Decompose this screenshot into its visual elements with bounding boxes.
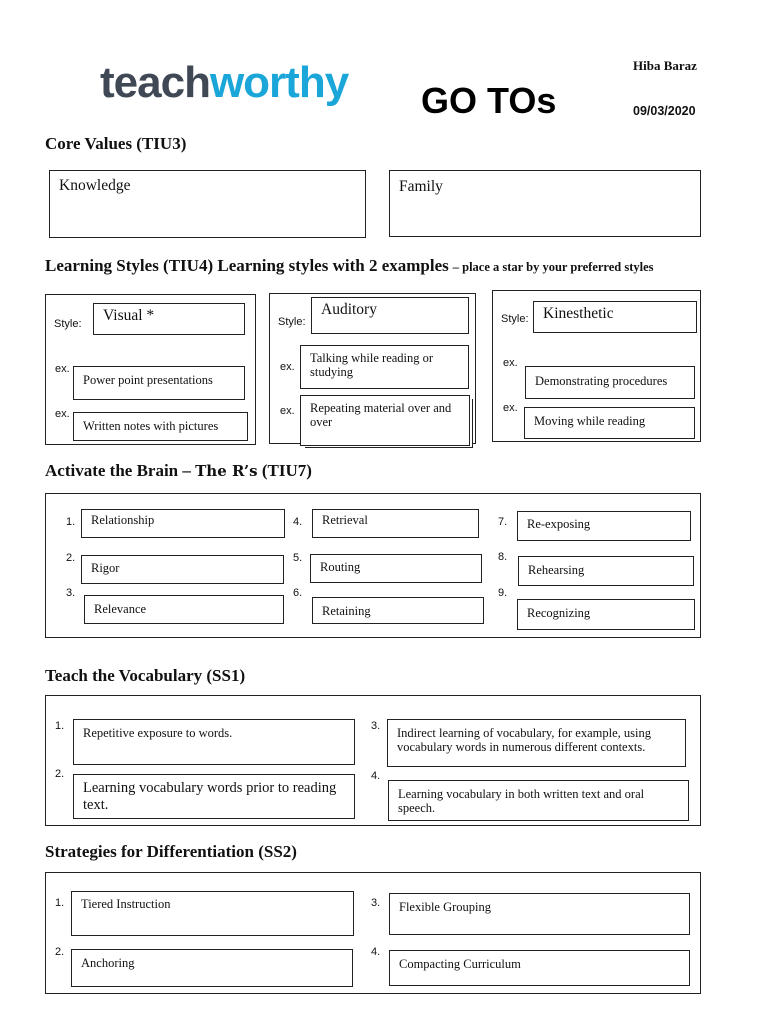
- r-field-5[interactable]: [310, 554, 482, 583]
- style-field-auditory[interactable]: [311, 297, 469, 334]
- logo-text-worthy: worthy: [209, 58, 349, 107]
- learning-styles-title: Learning Styles (TIU4) Learning styles with 2 examples: [45, 256, 449, 275]
- differentiation-heading: Strategies for Differentiation (SS2): [45, 842, 297, 861]
- learning-styles-subtitle: – place a star by your preferred styles: [452, 260, 654, 274]
- vocab-field-3[interactable]: [387, 719, 686, 767]
- item-number: 3.: [371, 720, 381, 732]
- vocabulary-heading: Teach the Vocabulary (SS1): [45, 666, 246, 685]
- item-number: 3.: [66, 587, 76, 599]
- item-number: 1.: [55, 720, 65, 732]
- activate-heading-part: (TIU7): [257, 461, 312, 480]
- item-number: 5.: [293, 552, 303, 564]
- item-number: 7.: [498, 516, 508, 528]
- r-text: Retaining: [322, 604, 371, 618]
- example-field-auditory-2[interactable]: [300, 395, 470, 446]
- example-text: Power point presentations: [83, 373, 213, 387]
- example-text: Demonstrating procedures: [535, 374, 668, 388]
- r-text: Relationship: [91, 513, 155, 527]
- item-number: 4.: [371, 770, 381, 782]
- example-text: Talking while reading or studying: [310, 351, 434, 379]
- r-text: Rehearsing: [528, 563, 585, 577]
- example-text: Written notes with pictures: [83, 419, 219, 433]
- style-value: Visual *: [103, 307, 155, 324]
- strategy-text: Compacting Curriculum: [399, 957, 521, 971]
- example-field-visual-1[interactable]: [73, 366, 245, 400]
- strategy-text: Tiered Instruction: [81, 897, 171, 911]
- style-field-kinesthetic[interactable]: [533, 301, 697, 333]
- vocab-field-1[interactable]: [73, 719, 355, 765]
- item-number: 2.: [55, 768, 65, 780]
- example-text: Repeating material over and over: [310, 401, 452, 429]
- item-number: 1.: [66, 516, 76, 528]
- ex-label: ex.: [280, 361, 295, 373]
- vocab-text: Repetitive exposure to words.: [83, 726, 233, 740]
- r-field-8[interactable]: [518, 556, 694, 586]
- r-text: Re-exposing: [527, 517, 591, 531]
- r-field-4[interactable]: [312, 509, 479, 538]
- r-field-1[interactable]: [81, 509, 285, 538]
- example-field-visual-2[interactable]: [73, 412, 248, 441]
- strategy-text: Anchoring: [81, 956, 135, 970]
- core-value-text: Knowledge: [59, 177, 131, 194]
- page-title: GO TOs: [421, 80, 557, 121]
- example-field-kinesthetic-1[interactable]: [525, 366, 695, 399]
- core-value-box-1[interactable]: [49, 170, 366, 238]
- ex-label: ex.: [55, 408, 70, 420]
- strategy-field-4[interactable]: [389, 950, 690, 986]
- style-value: Auditory: [321, 301, 377, 318]
- core-value-text: Family: [399, 178, 443, 195]
- item-number: 8.: [498, 551, 508, 563]
- example-field-kinesthetic-2[interactable]: [524, 407, 695, 439]
- item-number: 9.: [498, 587, 508, 599]
- item-number: 4.: [371, 946, 381, 958]
- r-field-6[interactable]: [312, 597, 484, 624]
- style-label: Style:: [54, 318, 82, 330]
- teachworthy-logo: [100, 58, 348, 108]
- r-text: Rigor: [91, 561, 120, 575]
- r-text: Routing: [320, 560, 361, 574]
- style-field-visual[interactable]: [93, 303, 245, 335]
- example-field-auditory-1[interactable]: [300, 345, 469, 389]
- example-text: Moving while reading: [534, 414, 646, 428]
- r-field-2[interactable]: [81, 555, 284, 584]
- style-value: Kinesthetic: [543, 305, 614, 322]
- item-number: 2.: [66, 552, 76, 564]
- core-values-heading: Core Values (TIU3): [45, 134, 187, 153]
- ex-label: ex.: [55, 363, 70, 375]
- r-field-3[interactable]: [84, 595, 284, 624]
- item-number: 2.: [55, 946, 65, 958]
- ex-label: ex.: [280, 405, 295, 417]
- strategy-field-2[interactable]: [71, 949, 353, 987]
- vocab-text: Learning vocabulary in both written text and oral speech.: [398, 787, 645, 815]
- r-text: Retrieval: [322, 513, 368, 527]
- item-number: 4.: [293, 516, 303, 528]
- ex-label: ex.: [503, 357, 518, 369]
- vocab-field-4[interactable]: [388, 780, 689, 821]
- style-label: Style:: [501, 313, 529, 325]
- document-date: 09/03/2020: [633, 104, 696, 118]
- item-number: 3.: [371, 897, 381, 909]
- core-value-box-2[interactable]: [389, 170, 701, 237]
- vocab-field-2[interactable]: [73, 774, 355, 819]
- vocab-text: Indirect learning of vocabulary, for example, using vocabulary words in numerous different contexts.: [397, 726, 651, 754]
- r-field-9[interactable]: [517, 599, 695, 630]
- activate-heading-part: Activate the Brain –: [45, 461, 196, 480]
- logo-text-teach: teach: [100, 58, 210, 107]
- activate-brain-heading: [45, 461, 312, 481]
- ex-label: ex.: [503, 402, 518, 414]
- style-label: Style:: [278, 316, 306, 328]
- r-text: Recognizing: [527, 606, 591, 620]
- author-name: Hiba Baraz: [633, 58, 697, 73]
- activate-heading-part: The R’s: [195, 462, 258, 480]
- vocab-text: Learning vocabulary words prior to reading text.: [83, 780, 337, 813]
- item-number: 6.: [293, 587, 303, 599]
- strategy-text: Flexible Grouping: [399, 900, 492, 914]
- strategy-field-3[interactable]: [389, 893, 690, 935]
- learning-styles-heading: [45, 256, 654, 276]
- item-number: 1.: [55, 897, 65, 909]
- r-text: Relevance: [94, 602, 147, 616]
- strategy-field-1[interactable]: [71, 891, 354, 936]
- r-field-7[interactable]: [517, 511, 691, 541]
